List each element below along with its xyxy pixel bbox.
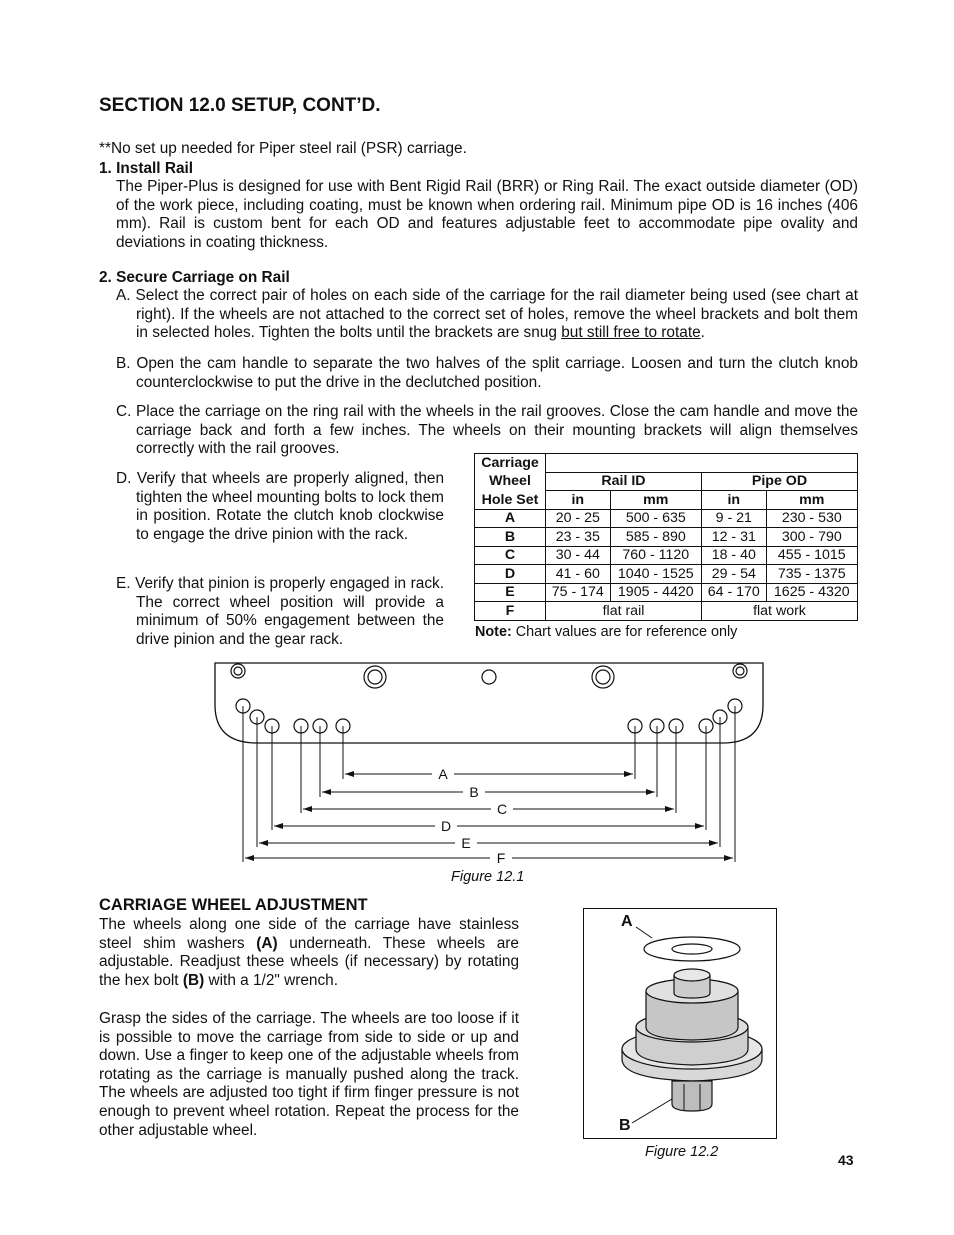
step2-d: D. Verify that wheels are properly aligned, then tighten the wheel mounting bolts to lock them in position. Rotate the clutch knob clockwise to engage the drive pinion with the rack. [116, 470, 444, 543]
figure2-label-a: A [621, 913, 633, 930]
dim-label-d: D [440, 818, 452, 834]
adjust-p1-b: (A) [256, 934, 278, 952]
table-row [475, 546, 858, 565]
dim-label-e: E [461, 835, 471, 851]
unit-pipe-in: in [701, 491, 766, 510]
dim-label-f: F [496, 850, 506, 866]
intro-note: **No set up needed for Piper steel rail (PSR) carriage. [99, 140, 467, 157]
step2-c: C. Place the carriage on the ring rail with the wheels in the rail grooves. Close the cam handle and move the carriage back and forth a few inches. The wheels on their mounting brackets will align themselves correctly with the rail grooves. [116, 403, 858, 458]
dim-label-b: B [469, 784, 479, 800]
cell: 1040 - 1525 [610, 565, 701, 584]
hex-bolt [672, 1081, 712, 1111]
row-set: E [475, 583, 546, 602]
page-number: 43 [838, 1152, 854, 1168]
cell: 230 - 530 [766, 509, 857, 528]
figure2-label-b: B [619, 1117, 631, 1134]
cell: 500 - 635 [610, 509, 701, 528]
table-row [475, 509, 858, 528]
step2-a [116, 287, 858, 343]
row-set: D [475, 565, 546, 584]
adjust-p1-e: with a 1/2" wrench. [204, 971, 339, 989]
header-blank [546, 454, 858, 473]
adjust-paragraph-1 [99, 916, 519, 990]
unit-pipe-mm: mm [766, 491, 857, 510]
cell-flat-work: flat work [701, 602, 857, 621]
cell: 64 - 170 [701, 583, 766, 602]
cell: 9 - 21 [701, 509, 766, 528]
adjust-p1-c: underneath. These wheels are adjustable. Readjust these wheels (if necessary) by rotating the hex bolt [99, 934, 519, 989]
dim-label-a: A [438, 766, 448, 782]
step2-a-text: A. Select the correct pair of holes on each side of the carriage for the rail diameter being used (see chart at right). If the wheels are not attached to the correct set of holes, remove the wheel brackets and bolt them in selected holes. Tighten the bolts until the brackets are snug [116, 287, 858, 342]
note-label: Note: [475, 624, 512, 640]
section-title: SECTION 12.0 SETUP, CONT’D. [99, 95, 381, 116]
table-header-row-1 [475, 454, 858, 473]
table-row [475, 602, 858, 621]
header-wheel: Wheel [475, 472, 546, 491]
figure1-caption: Figure 12.1 [451, 869, 525, 885]
cell: 75 - 174 [546, 583, 611, 602]
cell: 29 - 54 [701, 565, 766, 584]
adjust-heading: CARRIAGE WHEEL ADJUSTMENT [99, 896, 368, 914]
step2-heading: 2. Secure Carriage on Rail [99, 269, 290, 286]
cell: 735 - 1375 [766, 565, 857, 584]
header-carriage: Carriage [475, 454, 546, 473]
mounting-holes [231, 664, 747, 733]
wheel-hole-chart [474, 453, 858, 621]
cell: 760 - 1120 [610, 546, 701, 565]
carriage-hole-diagram [210, 655, 770, 870]
cell: 41 - 60 [546, 565, 611, 584]
row-set: C [475, 546, 546, 565]
step1-body: The Piper-Plus is designed for use with Bent Rigid Rail (BRR) or Ring Rail. The exact outside diameter (OD) of the work piece, including coating, must be known when ordering rail. Minimum pipe OD is 16 inches (406 mm). Rail is custom bent for each OD and features adjustable feet to accommodate pipe ovality and deviations in coating thickness. [116, 178, 858, 251]
cell-flat-rail: flat rail [546, 602, 702, 621]
cell: 23 - 35 [546, 528, 611, 547]
table-row [475, 528, 858, 547]
table-header-row-3 [475, 491, 858, 510]
note-text: Chart values are for reference only [511, 624, 738, 640]
cell: 30 - 44 [546, 546, 611, 565]
step2-a-end: . [700, 324, 705, 342]
dimension-arrowheads [245, 771, 733, 861]
row-set: B [475, 528, 546, 547]
adjust-paragraph-2: Grasp the sides of the carriage. The wheels are too loose if it is possible to move the carriage from side to side or up and down. Use a finger to keep one of the adjustable wheels from rotating as the carriage is manually pushed along the track. The wheels are adjusted too tight if firm finger pressure is not enough to prevent wheel rotation. Repeat the process for the other adjustable wheel. [99, 1010, 519, 1139]
adjust-p1-d: (B) [182, 971, 205, 989]
step2-b: B. Open the cam handle to separate the two halves of the split carriage. Loosen and turn the clutch knob counterclockwise to put the drive in the declutched position. [116, 355, 858, 391]
row-set: F [475, 602, 546, 621]
cell: 20 - 25 [546, 509, 611, 528]
cell: 1905 - 4420 [610, 583, 701, 602]
table-header-row-2 [475, 472, 858, 491]
adjust-p1-a: The wheels along one side of the carriage have stainless steel shim washers [99, 916, 519, 952]
header-rail-id: Rail ID [546, 472, 702, 491]
header-pipe-od: Pipe OD [701, 472, 857, 491]
step2-e: E. Verify that pinion is properly engaged in rack. The correct wheel position will provide a minimum of 50% engagement between the drive pinion and the gear rack. [116, 575, 444, 648]
cell: 585 - 890 [610, 528, 701, 547]
table-row [475, 583, 858, 602]
wheel-assembly-illustration [584, 909, 776, 1137]
cell: 18 - 40 [701, 546, 766, 565]
figure2-caption: Figure 12.2 [645, 1144, 719, 1160]
unit-rail-in: in [546, 491, 611, 510]
table-row [475, 565, 858, 584]
row-set: A [475, 509, 546, 528]
figure2-frame [583, 908, 777, 1139]
cell: 300 - 790 [766, 528, 857, 547]
cell: 12 - 31 [701, 528, 766, 547]
step1-heading: 1. Install Rail [99, 160, 194, 177]
unit-rail-mm: mm [610, 491, 701, 510]
dim-label-c: C [496, 801, 508, 817]
table-note [475, 624, 737, 640]
cell: 455 - 1015 [766, 546, 857, 565]
step2-a-underlined: but still free to rotate [561, 324, 701, 342]
header-hole-set: Hole Set [475, 491, 546, 510]
dimension-lines [243, 706, 735, 862]
cell: 1625 - 4320 [766, 583, 857, 602]
